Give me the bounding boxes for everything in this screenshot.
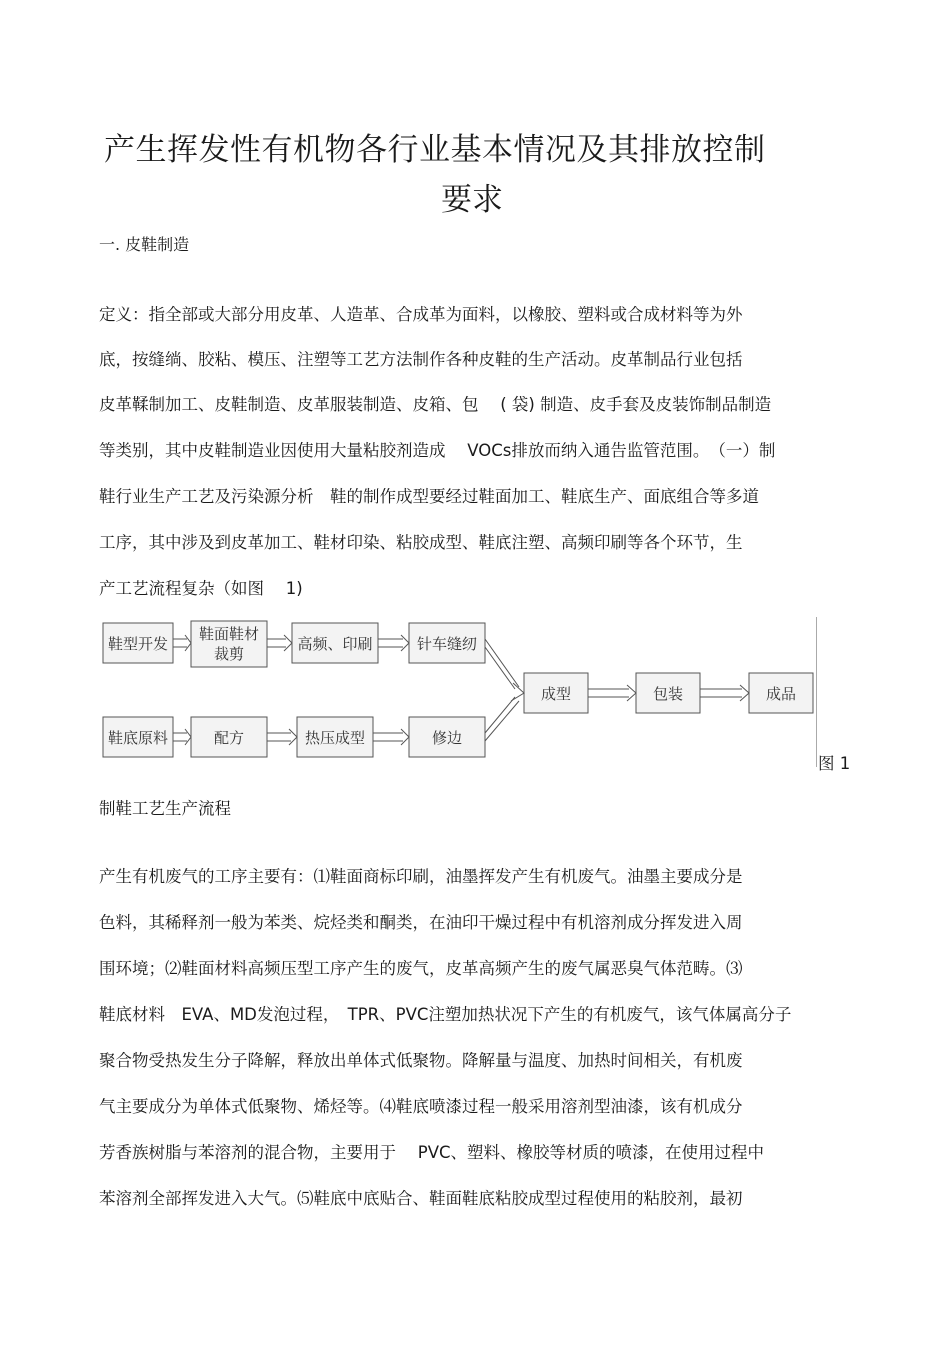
paragraph-line: 气主要成分为单体式低聚物、烯烃等。⑷鞋底喷漆过程一般采用溶剂型油漆，该有机成分	[99, 1097, 743, 1116]
paragraph-line: 工序，其中涉及到皮革加工、鞋材印染、粘胶成型、鞋底注塑、高频印刷等各个环节，生	[99, 533, 743, 552]
figure-caption: 制鞋工艺生产流程	[99, 799, 231, 818]
paragraph-line: 围环境；⑵鞋面材料高频压型工序产生的废气，皮革高频产生的废气属恶臭气体范畴。⑶	[99, 959, 743, 978]
paragraph-line: 等类别，其中皮鞋制造业因使用大量粘胶剂造成 VOCs排放而纳入通告监管范围。 （一）制	[99, 441, 776, 460]
flow-box-label: 鞋底原料	[107, 729, 169, 747]
flow-box-label: 包装	[652, 685, 684, 703]
flow-box-label: 成品	[765, 685, 797, 703]
flow-box-label: 成型	[540, 685, 572, 703]
figure-label: 图 1	[818, 754, 851, 773]
flow-box-label: 热压成型	[304, 729, 366, 747]
paragraph-line: 底，按缝绱、胶粘、模压、注塑等工艺方法制作各种皮鞋的生产活动。皮革制品行业包括	[99, 350, 743, 369]
document-title-line1: 产生挥发性有机物各行业基本情况及其排放控制	[104, 132, 766, 168]
paragraph-line: 聚合物受热发生分子降解，释放出单体式低聚物。降解量与温度、加热时间相关，有机废	[99, 1051, 743, 1070]
paragraph-line: 芳香族树脂与苯溶剂的混合物，主要用于 PVC、塑料、橡胶等材质的喷漆，在使用过程中	[99, 1143, 765, 1162]
section-heading: 一. 皮鞋制造	[99, 235, 190, 254]
paragraph-line: 皮革鞣制加工、皮鞋制造、皮革服装制造、皮箱、包 ( 袋) 制造、皮手套及皮装饰制品制造	[99, 395, 772, 414]
flow-svg	[99, 617, 816, 767]
process-flow-diagram	[99, 617, 817, 767]
paragraph-line: 苯溶剂全部挥发进入大气。⑸鞋底中底贴合、鞋面鞋底粘胶成型过程使用的粘胶剂，最初	[99, 1189, 743, 1208]
flow-box-label: 裁剪	[213, 645, 245, 663]
paragraph-line: 鞋底材料 EVA、MD发泡过程， TPR、PVC注塑加热状况下产生的有机废气，该气体属高分子	[99, 1005, 792, 1024]
paragraph-line: 鞋行业生产工艺及污染源分析 鞋的制作成型要经过鞋面加工、鞋底生产、面底组合等多道	[99, 487, 759, 506]
flow-box-label: 高频、印刷	[297, 635, 373, 653]
flow-box-label: 配方	[213, 729, 245, 747]
document-title-line2: 要求	[441, 182, 503, 218]
paragraph-line: 产生有机废气的工序主要有：⑴鞋面商标印刷，油墨挥发产生有机废气。油墨主要成分是	[99, 867, 743, 886]
paragraph-line: 定义：指全部或大部分用皮革、人造革、合成革为面料，以橡胶、塑料或合成材料等为外	[99, 305, 743, 324]
paragraph-line: 色料，其稀释剂一般为苯类、烷烃类和酮类，在油印干燥过程中有机溶剂成分挥发进入周	[99, 913, 743, 932]
flow-box-label: 针车缝纫	[416, 635, 478, 653]
flow-box-label: 鞋面鞋材	[198, 625, 260, 643]
paragraph-line: 产工艺流程复杂（如图 1)	[99, 579, 303, 598]
flow-box-label: 修边	[431, 729, 463, 747]
flow-box-label: 鞋型开发	[107, 635, 169, 653]
